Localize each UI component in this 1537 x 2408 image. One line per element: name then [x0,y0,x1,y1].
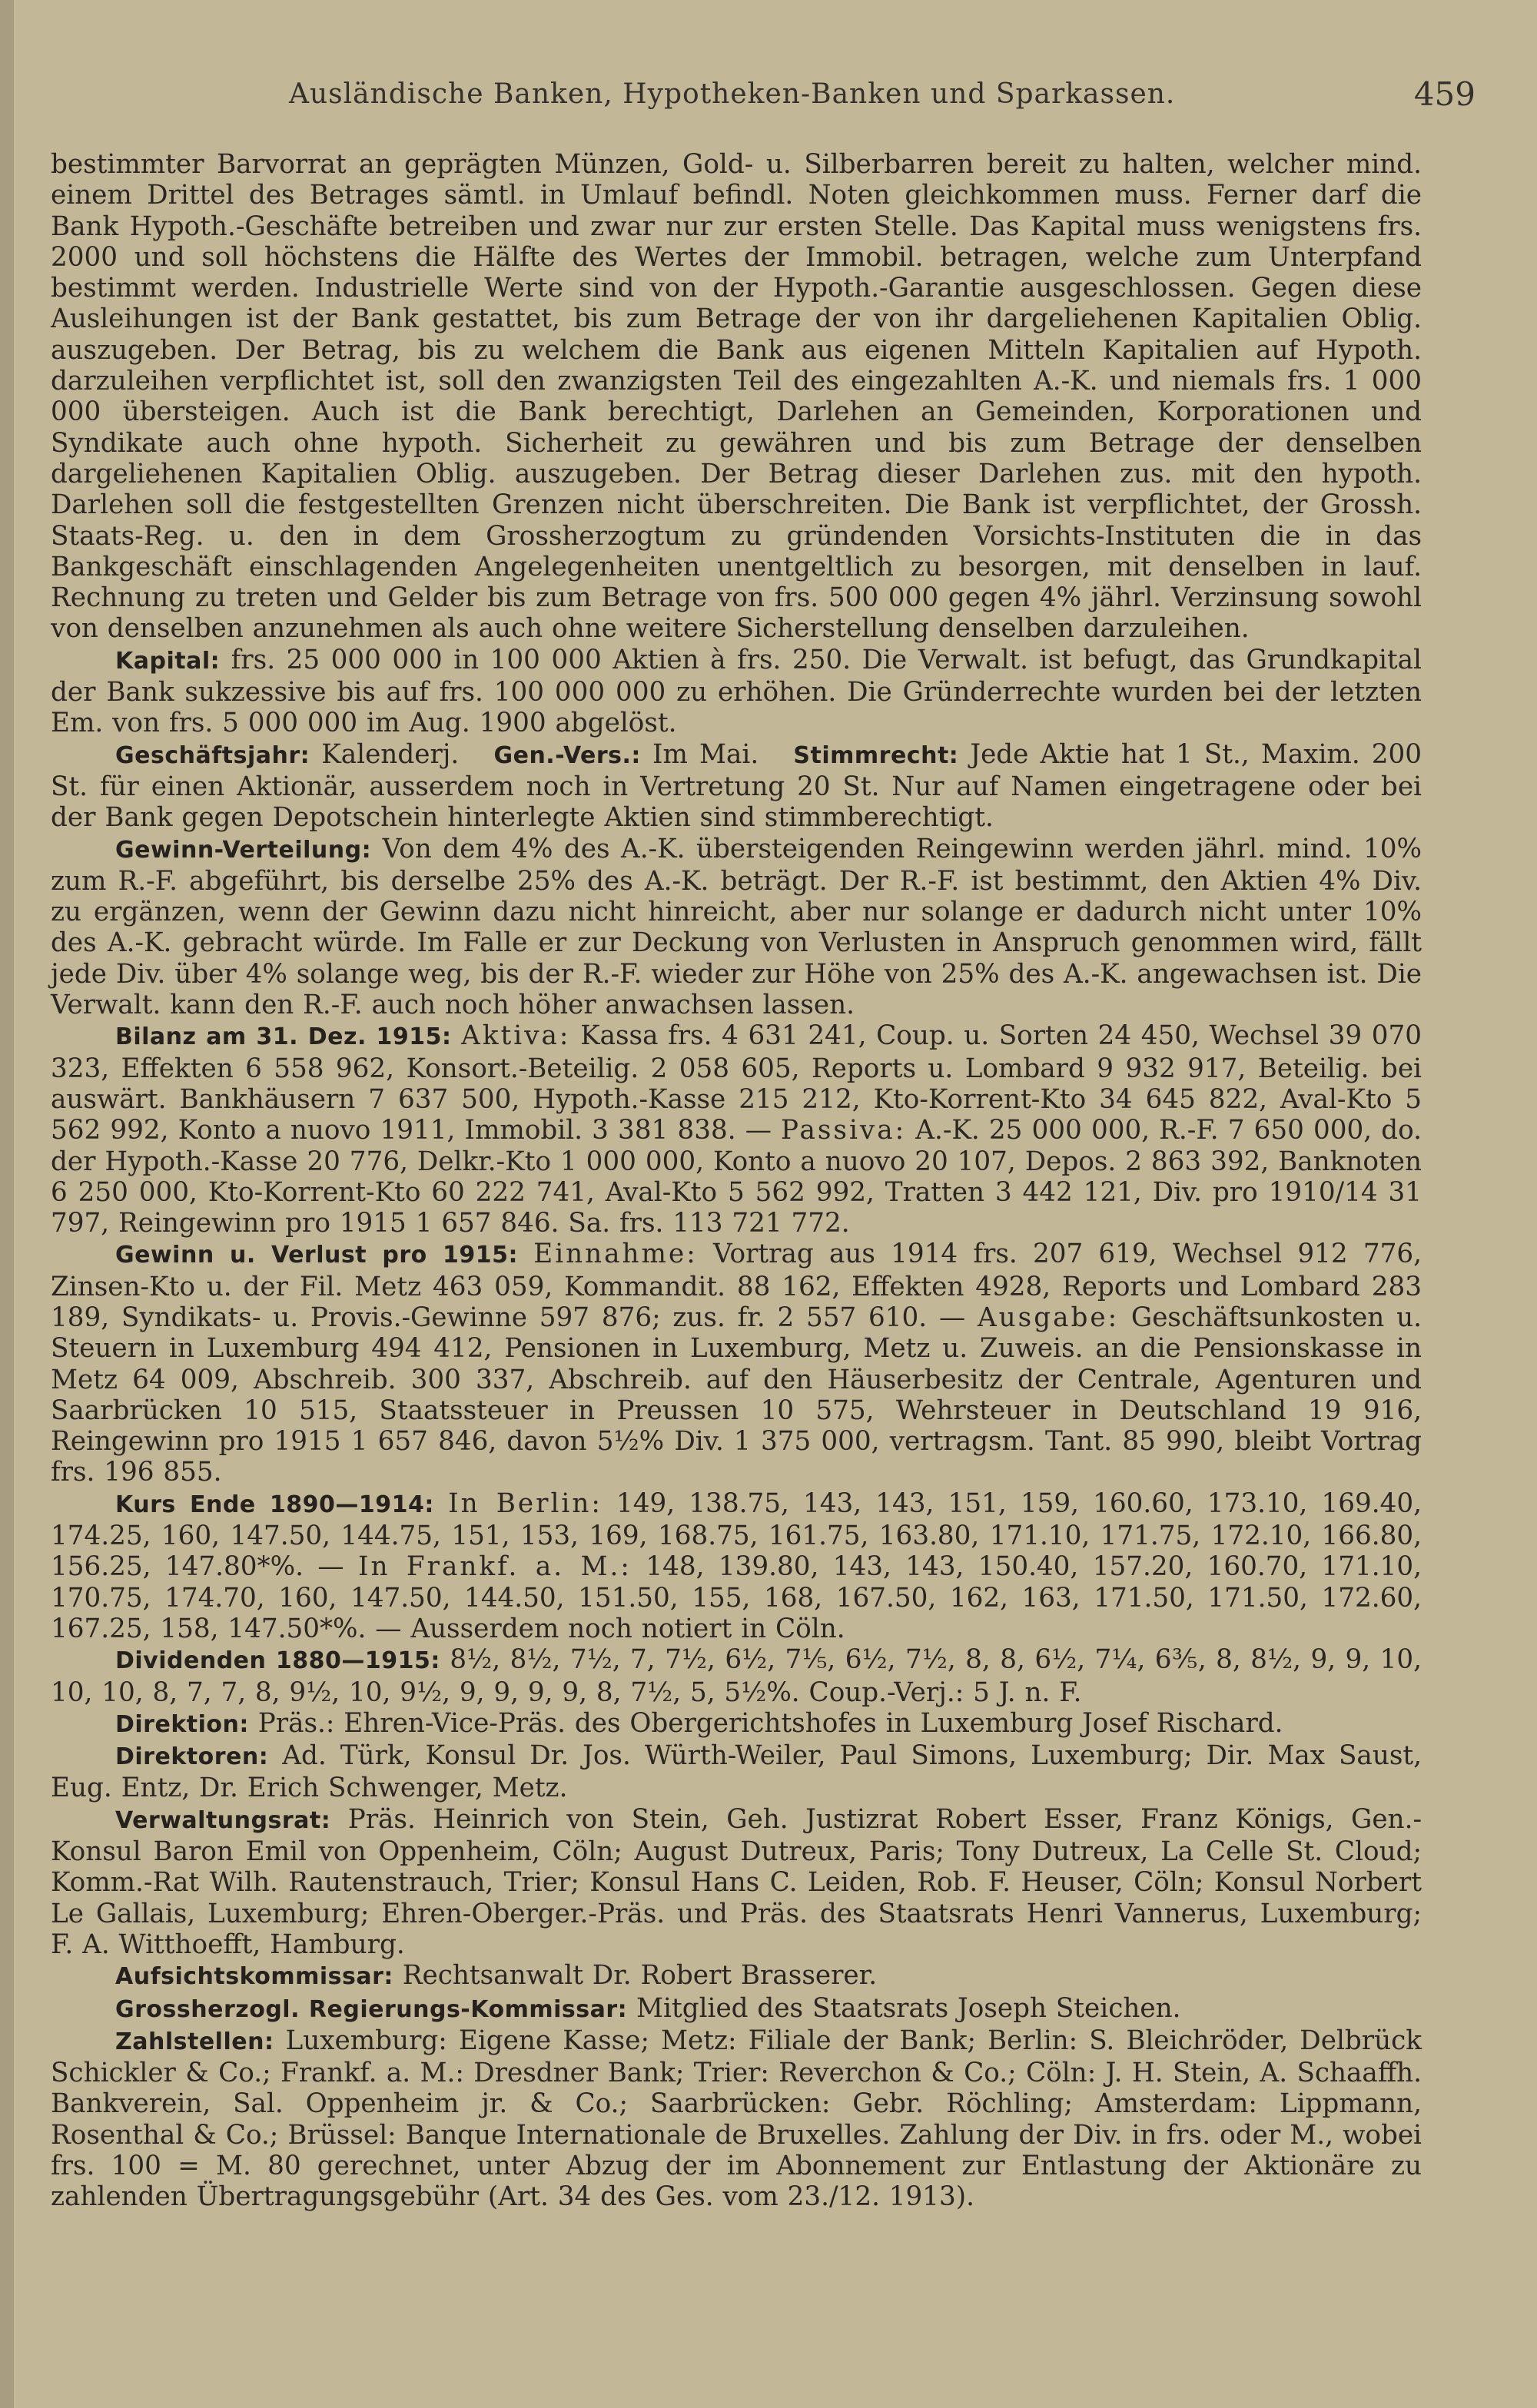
guv-label: Gewinn u. Verlust pro 1915: [115,1242,519,1269]
direktion-paragraph [51,1708,1422,1740]
page-number: 459 [1413,75,1476,113]
genvers-label: Gen.-Vers.: [493,741,641,769]
direktoren-text: Ad. Türk, Konsul Dr. Jos. Würth-Weiler, Paul Simons, Luxemburg; Dir. Max Saust, Eug. Entz, Dr. Erich Schwenger, Metz. [51,1740,1422,1804]
kurs-berlin-label: In Berlin: [448,1488,603,1519]
kurs-paragraph [51,1488,1422,1644]
stimmrecht-label: Stimmrecht: [793,741,959,769]
gewinn-verteilung-label: Gewinn-Verteilung: [115,836,372,864]
bilanz-aktiva-text: Kassa frs. 4 631 241, Coup. u. Sorten 24 450, Wechsel 39 070 323, Effekten 6 558 962, Konsort.-Beteilig. 2 058 605, Reports u. Lombard 9 932 917, Beteilig. bei auswärt. Bankhäusern 7 637 500, Hypoth.-Kasse 215 212, Kto-Korrent-Kto 34 645 822, Aval-Kto 5 562 992, Konto a nuovo 1911, Immobil. 3 381 838. — [51,1020,1422,1146]
direktion-text: Präs.: Ehren-Vice-Präs. des Obergerichtshofes in Luxemburg Josef Rischard. [257,1707,1283,1739]
zahlstellen-label: Zahlstellen: [115,2028,274,2055]
intro-paragraph [51,149,1422,645]
guv-ausgabe-text: Geschäftsunkosten u. Steuern in Luxemburg 494 412, Pensionen in Luxemburg, Metz u. Zuweis. an die Pensionskasse in Metz 64 009, Abschreib. 300 337, Abschreib. auf den Häuserbesitz der Centrale, Agenturen und Saarbrücken 10 515, Staatssteuer in Preussen 10 575, Wehrsteuer in Deutschland 19 916, Reingewinn pro 1915 1 657 846, davon 5½% Div. 1 375 000, vertragsm. Tant. 85 990, bleibt Vortrag frs. 196 855. [51,1302,1422,1488]
bilanz-passiva-label: Passiva: [781,1115,907,1146]
direktion-label: Direktion: [115,1710,249,1738]
kurs-label: Kurs Ende 1890—1914: [115,1491,434,1518]
kurs-frankfurt-label: In Frankf. a. M.: [358,1551,632,1583]
aufsicht-text: Rechtsanwalt Dr. Robert Brasserer. [402,1960,878,1992]
bilanz-label: Bilanz am 31. Dez. 1915: [115,1023,452,1051]
bilanz-aktiva-label: Aktiva: [461,1020,571,1052]
geschaeftsjahr-text: Kalenderj. [321,738,460,770]
header-title: Ausländische Banken, Hypotheken-Banken und Sparkassen. [289,78,1176,110]
guv-ausgabe-label: Ausgabe: [977,1302,1120,1333]
dividenden-text: 8½, 8½, 7½, 7, 7½, 6½, 7⅕, 6½, 7½, 8, 8, 6½, 7¼, 6⅗, 8, 8½, 9, 9, 10, 10, 10, 8, 7, 7, 8, 9½, 10, 9½, 9, 9, 9, 9, 8, 7½, 5, 5½%. Coup.-Verj.: 5 J. n. F. [51,1644,1422,1708]
kurs-frankfurt-text: 148, 139.80, 143, 143, 150.40, 157.20, 160.70, 171.10, 170.75, 174.70, 160, 147.50, 144.50, 151.50, 155, 168, 167.50, 162, 163, 171.50, 171.50, 172.60, 167.25, 158, 147.50*%. — Ausserdem noch notiert in Cöln. [51,1551,1422,1644]
guv-einnahme-label: Einnahme: [533,1239,698,1270]
regkomm-label: Grossherzogl. Regierungs-Kommissar: [115,1995,628,2023]
bilanz-paragraph [51,1020,1422,1239]
dividenden-label: Dividenden 1880—1915: [115,1647,440,1675]
aufsicht-label: Aufsichtskommissar: [115,1963,393,1991]
direktoren-label: Direktoren: [115,1743,269,1771]
zahlstellen-paragraph [51,2025,1422,2213]
verwaltungsrat-paragraph [51,1804,1422,1960]
guv-einnahme-text: Vortrag aus 1914 frs. 207 619, Wechsel 912 776, Zinsen-Kto u. der Fil. Metz 463 059, Kommandit. 88 162, Effekten 4928, Reports und Lombard 283 189, Syndikats- u. Provis.-Gewinne 597 876; zus. fr. 2 557 610. — [51,1239,1422,1333]
gewinn-verteilung-text: Von dem 4% des A.-K. übersteigenden Reingewinn werden jährl. mind. 10% zum R.-F. abgeführt, bis derselbe 25% des A.-K. beträgt. Der R.-F. ist bestimmt, den Aktien 4% Div. zu ergänzen, wenn der Gewinn dazu nicht hinreicht, aber nur solange er dadurch nicht unter 10% des A.-K. gebracht würde. Im Falle er zur Deckung von Verlusten in Anspruch genommen wird, fällt jede Div. über 4% solange weg, bis der R.-F. wieder zur Höhe von 25% des A.-K. angewachsen ist. Die Verwalt. kann den R.-F. auch noch höher anwachsen lassen. [51,833,1422,1021]
guv-paragraph [51,1239,1422,1488]
regkomm-paragraph [51,1993,1422,2025]
verwaltungsrat-text: Präs. Heinrich von Stein, Geh. Justizrat Robert Esser, Franz Königs, Gen.-Konsul Baron Emil von Oppenheim, Cöln; August Dutreux, Paris; Tony Dutreux, La Celle St. Cloud; Komm.-Rat Wilh. Rautenstrauch, Trier; Konsul Hans C. Leiden, Rob. F. Heuser, Cöln; Konsul Norbert Le Gallais, Luxemburg; Ehren-Oberger.-Präs. und Präs. des Staatsrats Henri Vannerus, Luxemburg; F. A. Witthoefft, Hamburg. [51,1803,1422,1960]
verwaltungsrat-label: Verwaltungsrat: [115,1806,331,1834]
kapital-text: frs. 25 000 000 in 100 000 Aktien à frs. 250. Die Verwalt. ist befugt, das Grundkapital der Bank sukzessive bis auf frs. 100 000 000 zu erhöhen. Die Gründerrechte wurden bei der letzten Em. von frs. 5 000 000 im Aug. 1900 abgelöst. [51,644,1422,739]
direktoren-paragraph [51,1740,1422,1804]
zahlstellen-text: Luxemburg: Eigene Kasse; Metz: Filiale der Bank; Berlin: S. Bleichröder, Delbrück Schickler & Co.; Frankf. a. M.: Dresdner Bank; Trier: Reverchon & Co.; Cöln: J. H. Stein, A. Schaaffh. Bankverein, Sal. Oppenheim jr. & Co.; Saarbrücken: Gebr. Röchling; Amsterdam: Lippmann, Rosenthal & Co.; Brüssel: Banque Internationale de Bruxelles. Zahlung der Div. in frs. oder M., wobei frs. 100 = M. 80 gerechnet, unter Abzug der im Abonnement zur Entlastung der Aktionäre zu zahlenden Übertragungsgebühr (Art. 34 des Ges. vom 23./12. 1913). [51,2025,1422,2213]
running-header [289,71,1476,117]
kapital-label: Kapital: [115,647,221,675]
regkomm-text: Mitglied des Staatsrats Joseph Steichen. [636,1992,1181,2024]
geschaeftsjahr-label: Geschäftsjahr: [115,741,310,769]
aufsicht-paragraph [51,1960,1422,1992]
genvers-text: Im Mai. [652,738,759,770]
gewinn-verteilung-paragraph [51,834,1422,1021]
geschaeftsjahr-paragraph [51,739,1422,834]
kapital-paragraph [51,645,1422,739]
stimmrecht-text: Jede Aktie hat 1 St., Maxim. 200 St. für einen Aktionär, ausserdem noch in Vertretung 20 St. Nur auf Namen eingetragene oder bei der Bank gegen Depotschein hinterlegte Aktien sind stimmberechtigt. [51,738,1422,834]
body-text [51,149,1422,2213]
intro-text: bestimmter Barvorrat an geprägten Münzen, Gold- u. Silberbarren bereit zu halten, welcher mind. einem Drittel des Betrages sämtl. in Umlauf befindl. Noten gleichkommen muss. Ferner darf die Bank Hypoth.-Geschäfte betreiben und zwar nur zur ersten Stelle. Das Kapital muss wenigstens frs. 2000 und soll höchstens die Hälfte des Wertes der Immobil. betragen, welche zum Unterpfand bestimmt werden. Industrielle Werte sind von der Hypoth.-Garantie ausgeschlossen. Gegen diese Ausleihungen ist der Bank gestattet, bis zum Betrage der von ihr dargeliehenen Kapitalien Oblig. auszugeben. Der Betrag, bis zu welchem die Bank aus eigenen Mitteln Kapitalien auf Hypoth. darzuleihen verpflichtet ist, soll den zwanzigsten Teil des eingezahlten A.-K. und niemals frs. 1 000 000 übersteigen. Auch ist die Bank berechtigt, Darlehen an Gemeinden, Korporationen und Syndikate auch ohne hypoth. Sicherheit zu gewähren und bis zum Betrage der denselben dargeliehenen Kapitalien Oblig. auszugeben. Der Betrag dieser Darlehen zus. mit den hypoth. Darlehen soll die festgestellten Grenzen nicht überschreiten. Die Bank ist verpflichtet, der Grossh. Staats-Reg. u. den in dem Grossherzogtum zu gründenden Vorsichts-Instituten die in das Bankgeschäft einschlagenden Angelegenheiten unentgeltlich zu besorgen, mit denselben in lauf. Rechnung zu treten und Gelder bis zum Betrage von frs. 500 000 gegen 4% jährl. Verzinsung sowohl von denselben anzunehmen als auch ohne weitere Sicherstellung denselben darzuleihen. [51,149,1422,645]
dividenden-paragraph [51,1644,1422,1708]
kurs-berlin-text: 149, 138.75, 143, 143, 151, 159, 160.60, 173.10, 169.40, 174.25, 160, 147.50, 144.75, 151, 153, 169, 168.75, 161.75, 163.80, 171.10, 171.75, 172.10, 166.80, 156.25, 147.80*%. — [51,1488,1422,1583]
bilanz-passiva-text: A.-K. 25 000 000, R.-F. 7 650 000, do. der Hypoth.-Kasse 20 776, Delkr.-Kto 1 000 000, Konto a nuovo 20 107, Depos. 2 863 392, Banknoten 6 250 000, Kto-Korrent-Kto 60 222 741, Aval-Kto 5 562 992, Tratten 3 442 121, Div. pro 1910/14 31 797, Reingewinn pro 1915 1 657 846. Sa. frs. 113 721 772. [51,1115,1422,1239]
